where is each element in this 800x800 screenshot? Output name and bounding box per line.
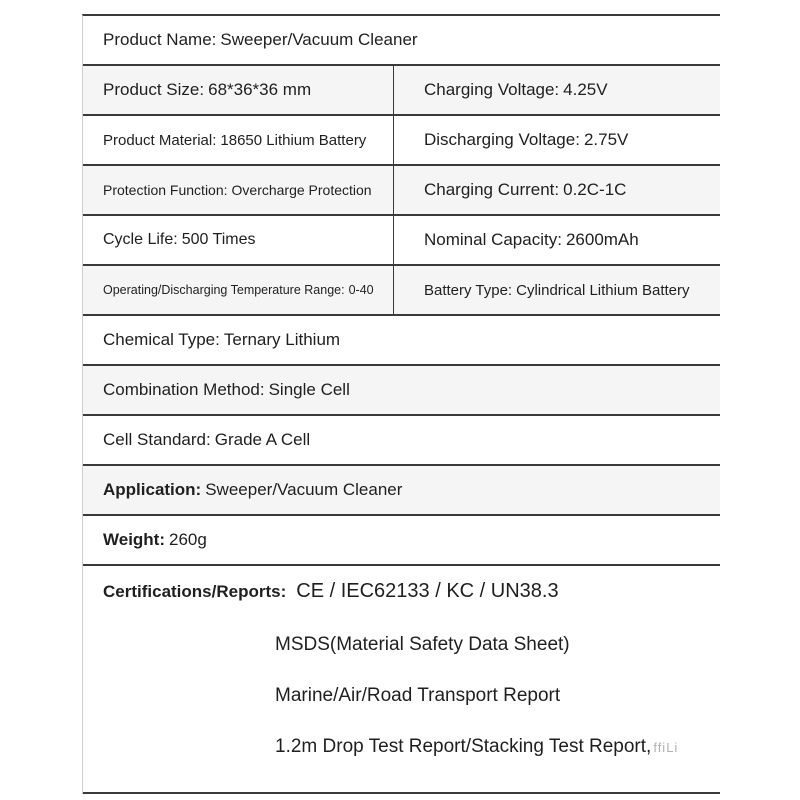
battery-type-value: Cylindrical Lithium Battery (516, 281, 690, 299)
cycle-life-value: 500 Times (181, 231, 256, 248)
discharging-voltage-label: Discharging Voltage: (424, 130, 580, 149)
row-product-name (83, 16, 720, 66)
battery-type-label: Battery Type: (424, 281, 513, 299)
cell-standard-label: Cell Standard: (103, 430, 211, 449)
temperature-range-value: 0-40 (348, 283, 374, 297)
discharging-voltage-value: 2.75V (583, 130, 629, 149)
row-cycle-capacity (83, 216, 720, 266)
chemical-type-label: Chemical Type: (103, 330, 220, 349)
protection-function-value: Overcharge Protection (231, 182, 372, 198)
charging-current-value: 0.2C-1C (563, 180, 627, 199)
charging-current-label: Charging Current: (424, 180, 560, 199)
certifications-line-3: Marine/Air/Road Transport Report (275, 685, 561, 706)
product-material-label: Product Material: (103, 131, 217, 149)
certifications-block (83, 566, 720, 794)
row-material-discharge (83, 116, 720, 166)
spec-table (82, 14, 720, 794)
protection-function-label: Protection Function: (103, 182, 228, 198)
combination-method-value: Single Cell (268, 380, 350, 399)
product-size-label: Product Size: (103, 80, 205, 99)
product-size-value: 68*36*36 mm (208, 80, 312, 99)
certifications-line-2: MSDS(Material Safety Data Sheet) (275, 634, 570, 655)
combination-method-label: Combination Method: (103, 380, 265, 399)
row-weight (83, 516, 720, 566)
cycle-life-label: Cycle Life: (103, 231, 178, 248)
application-label: Application: (103, 480, 202, 499)
product-name-value: Sweeper/Vacuum Cleaner (220, 30, 418, 49)
weight-value: 260g (169, 530, 207, 549)
weight-label: Weight: (103, 530, 166, 549)
product-material-value: 18650 Lithium Battery (220, 131, 367, 149)
row-application (83, 466, 720, 516)
row-combination-method (83, 366, 720, 416)
charging-voltage-value: 4.25V (563, 80, 608, 99)
certifications-line-4: 1.2m Drop Test Report/Stacking Test Report, (275, 736, 652, 757)
row-protection-current (83, 166, 720, 216)
certifications-line-1: CE / IEC62133 / KC / UN38.3 (296, 580, 559, 602)
chemical-type-value: Ternary Lithium (223, 330, 341, 349)
nominal-capacity-label: Nominal Capacity: (424, 230, 562, 249)
row-temperature-type (83, 266, 720, 316)
application-value: Sweeper/Vacuum Cleaner (205, 480, 403, 499)
row-cell-standard (83, 416, 720, 466)
nominal-capacity-value: 2600mAh (565, 230, 639, 249)
certifications-label: Certifications/Reports: (103, 582, 287, 601)
cell-standard-value: Grade A Cell (214, 430, 311, 449)
row-size-voltage (83, 66, 720, 116)
row-chemical-type (83, 316, 720, 366)
watermark-text: ffiLi (653, 740, 679, 755)
product-name-label: Product Name: (103, 30, 217, 49)
temperature-range-label: Operating/Discharging Temperature Range: (103, 283, 345, 297)
charging-voltage-label: Charging Voltage: (424, 80, 560, 99)
